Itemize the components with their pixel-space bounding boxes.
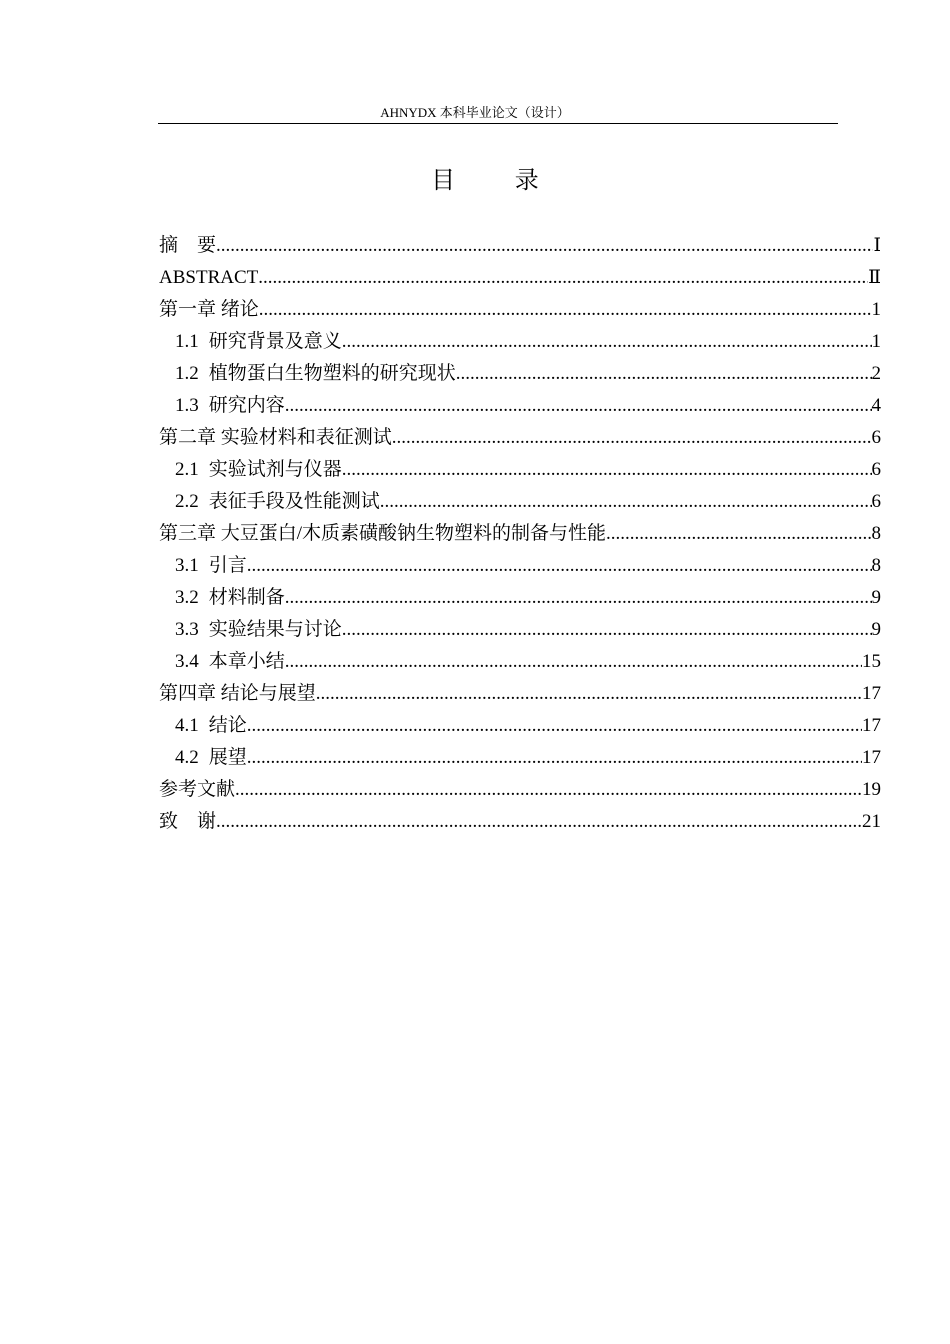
toc-entry-label: 研究背景及意义 <box>208 331 342 352</box>
toc-entry-label: ABSTRACT <box>159 267 259 288</box>
toc-entry[interactable] <box>159 422 881 454</box>
toc-entry-page: 19 <box>862 779 881 800</box>
toc-entry-page: 4 <box>871 395 881 416</box>
toc-entry-number: 4.1 <box>175 715 199 736</box>
toc-entry[interactable] <box>159 678 881 710</box>
toc-entry[interactable] <box>159 550 881 582</box>
toc-dot-leader <box>380 486 872 518</box>
toc-entry[interactable] <box>159 806 881 838</box>
toc-entry-page: Ⅰ <box>873 235 881 256</box>
toc-entry-label: 表征手段及性能测试 <box>208 491 380 512</box>
toc-entry[interactable] <box>159 294 881 326</box>
toc-entry-label: 摘 要 <box>159 235 217 256</box>
toc-entry-label: 结论 <box>208 715 247 736</box>
toc-entry-page: 15 <box>862 651 881 672</box>
toc-entry[interactable] <box>159 262 881 294</box>
toc-entry-number: 3.3 <box>175 619 199 640</box>
toc-entry-number: 4.2 <box>175 747 199 768</box>
toc-entry-label: 材料制备 <box>208 587 285 608</box>
toc-dot-leader <box>247 550 872 582</box>
toc-dot-leader <box>285 582 872 614</box>
header-divider <box>158 123 838 124</box>
toc-entry-label: 第四章 结论与展望 <box>159 683 316 704</box>
running-header: AHNYDX 本科毕业论文（设计） <box>380 105 570 120</box>
toc-entry[interactable] <box>159 390 881 422</box>
toc-dot-leader <box>285 646 862 678</box>
toc-dot-leader <box>259 294 872 326</box>
table-of-contents <box>159 230 881 838</box>
toc-entry-label: 植物蛋白生物塑料的研究现状 <box>208 363 456 384</box>
toc-entry-page: 1 <box>871 299 881 320</box>
toc-dot-leader <box>216 806 862 838</box>
toc-entry-number: 2.2 <box>175 491 199 512</box>
toc-entry-page: 1 <box>871 331 881 352</box>
toc-entry-number: 1.3 <box>175 395 199 416</box>
toc-entry-label: 第一章 绪论 <box>159 299 259 320</box>
toc-entry-label: 第三章 大豆蛋白/木质素磺酸钠生物塑料的制备与性能 <box>159 523 607 544</box>
toc-entry-number: 3.2 <box>175 587 199 608</box>
toc-entry-page: 8 <box>871 555 881 576</box>
toc-title: 目 录 <box>431 166 565 194</box>
toc-entry[interactable] <box>159 614 881 646</box>
toc-entry-number: 1.1 <box>175 331 199 352</box>
toc-entry-page: 6 <box>871 491 881 512</box>
toc-dot-leader <box>258 262 868 294</box>
toc-entry-label: 本章小结 <box>208 651 285 672</box>
toc-dot-leader <box>342 454 872 486</box>
toc-dot-leader <box>285 390 872 422</box>
toc-dot-leader <box>247 710 862 742</box>
toc-dot-leader <box>606 518 871 550</box>
toc-dot-leader <box>216 230 873 262</box>
toc-entry-page: 9 <box>871 619 881 640</box>
toc-dot-leader <box>392 422 872 454</box>
toc-entry[interactable] <box>159 486 881 518</box>
toc-entry-number: 3.1 <box>175 555 199 576</box>
toc-dot-leader <box>342 614 872 646</box>
toc-entry-page: 17 <box>862 715 881 736</box>
toc-entry[interactable] <box>159 710 881 742</box>
toc-entry[interactable] <box>159 454 881 486</box>
toc-entry-number: 2.1 <box>175 459 199 480</box>
toc-entry-page: 17 <box>862 747 881 768</box>
toc-entry[interactable] <box>159 774 881 806</box>
toc-entry-label: 引言 <box>208 555 247 576</box>
toc-entry-page: 8 <box>871 523 881 544</box>
toc-entry-page: 6 <box>871 427 881 448</box>
toc-entry[interactable] <box>159 230 881 262</box>
toc-entry-number: 1.2 <box>175 363 199 384</box>
toc-entry[interactable] <box>159 582 881 614</box>
toc-entry-page: 21 <box>862 811 881 832</box>
toc-entry-label: 实验试剂与仪器 <box>208 459 342 480</box>
toc-dot-leader <box>247 742 862 774</box>
toc-entry[interactable] <box>159 326 881 358</box>
toc-entry-page: 9 <box>871 587 881 608</box>
toc-entry-page: 17 <box>862 683 881 704</box>
toc-entry[interactable] <box>159 646 881 678</box>
toc-entry-page: 6 <box>871 459 881 480</box>
toc-entry[interactable] <box>159 358 881 390</box>
toc-entry-label: 致 谢 <box>159 811 217 832</box>
toc-entry-label: 实验结果与讨论 <box>208 619 342 640</box>
toc-dot-leader <box>316 678 862 710</box>
toc-entry[interactable] <box>159 742 881 774</box>
toc-entry-page: 2 <box>871 363 881 384</box>
toc-entry-label: 展望 <box>208 747 247 768</box>
toc-entry-label: 参考文献 <box>159 779 236 800</box>
toc-entry[interactable] <box>159 518 881 550</box>
toc-dot-leader <box>456 358 872 390</box>
toc-entry-label: 研究内容 <box>208 395 285 416</box>
toc-dot-leader <box>342 326 872 358</box>
toc-dot-leader <box>235 774 862 806</box>
toc-entry-page: Ⅱ <box>868 267 881 288</box>
toc-entry-label: 第二章 实验材料和表征测试 <box>159 427 392 448</box>
toc-entry-number: 3.4 <box>175 651 199 672</box>
